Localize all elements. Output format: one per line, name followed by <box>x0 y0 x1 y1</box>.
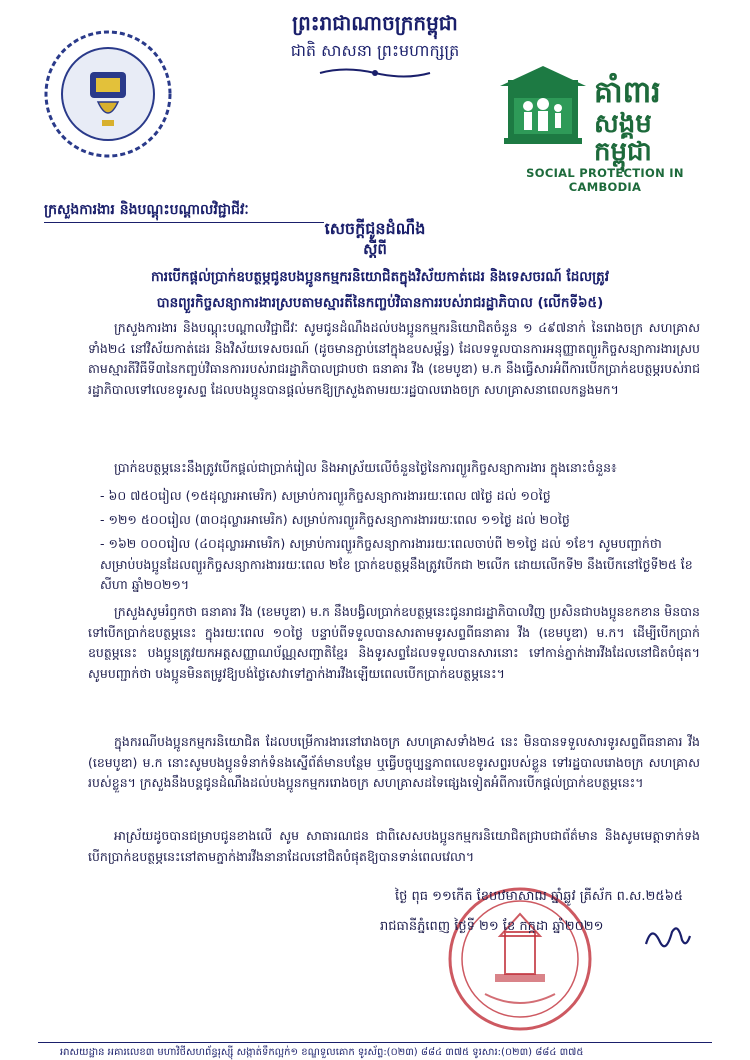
national-motto: ជាតិ សាសនា ព្រះមហាក្សត្រ <box>290 41 460 60</box>
paragraph-intro: ក្រសួងការងារ និងបណ្តុះបណ្តាលវិជ្ជាជីវៈ សូមជូនដំណឹងដល់បងប្អូនកម្មករនិយោជិតចំនួន ១ ៤៩៧នាក់ នៃរោងចក្រ សហគ្រាសទាំង២៤ នៅវិស័យកាត់ដេរ និងវិស័យទេសចរណ៍ (ដូចមានភ្ជាប់នៅក្នុងឧបសម្ព័ន្ធ) ដែលទទួលបានការអនុញ្ញាតព្យួរកិច្ចសន្យាការងារស្របតាមស្មារតីវិធីទី៣នៃកញ្ចប់វិធានការរបស់រាជរដ្ឋាភិបាលជ្រាបថា ធនាគារ វីង (ខេមបូឌា) ម.ក នឹងធ្វើសារអំពីការបើកប្រាក់ឧបត្ថម្ភរបស់រាជរដ្ឋាភិបាលទៅលេខទូរសព្ទ ដែលបងប្អូនបានផ្តល់មកឱ្យក្រសួងតាមរយៈរដ្ឋបាលរោងចក្រ សហគ្រាសនាពេលកន្លងមក។ <box>88 320 700 397</box>
svg-text:សង្គម: សង្គម <box>594 109 652 139</box>
svg-text:កម្ពុជា: កម្ពុជា <box>594 137 652 167</box>
sp-logo-text: គាំពារ <box>594 75 661 110</box>
amount-item: - ១២១ ៥០០រៀល (៣០ដុល្លារអាមេរិក) សម្រាប់ការព្យួរកិច្ចសន្យាការងាររយៈពេល ១១ថ្ងៃ ដល់ ២០ថ្ងៃ <box>100 512 570 527</box>
footer-divider <box>38 1042 712 1043</box>
paragraph-not-received: ក្នុងករណីបងប្អូនកម្មករនិយោជិត ដែលបម្រើការងារនៅរោងចក្រ សហគ្រាសទាំង២៤ នេះ មិនបានទទួលសារទូរសព្ទពីធនាគារ វីង (ខេមបូឌា) ម.ក នោះសូមបងប្អូនទំនាក់ទំនងស្នើព័ត៌មានបន្ថែម ឬធ្វើបច្ចុប្បន្នភាពលេខទូរសព្ទរបស់ខ្លួន ទៅរដ្ឋបាលរោងចក្រ សហគ្រាសរបស់ខ្លួន។ ក្រសួងនឹងបន្តជូនដំណឹងដល់បងប្អូនកម្មកររោងចក្រ សហគ្រាសដទៃផ្សេងទៀតអំពីការបើកផ្តល់ប្រាក់ឧបត្ថម្ភនេះ។ <box>88 734 700 790</box>
amount-item: - ១៦២ ០០០រៀល (៤០ដុល្លារអាមេរិក) សម្រាប់ការព្យួរកិច្ចសន្យាការងាររយៈពេលចាប់ពី ២១ថ្ងៃ ដល់ ១ខែ។ សូមបញ្ជាក់ថា សម្រាប់បងប្អូនដែលព្យួរកិច្ចសន្យាការងាររយៈពេល ២ខែ ប្រាក់ឧបត្ថម្ភនឹងត្រូវបើកជា ២លើក ដោយលើកទី២ នឹងបើកនៅថ្ងៃទី២៥ ខែសីហា ឆ្នាំ២០២១។ <box>100 536 693 592</box>
date-solar: រាជធានីភ្នំពេញ ថ្ងៃទី ២១ ខែ កក្កដា ឆ្នាំ២០២១ <box>380 919 604 934</box>
social-protection-caption: SOCIAL PROTECTION IN CAMBODIA <box>526 166 684 194</box>
subject-line: បានព្យួរកិច្ចសន្យាការងារស្របតាមស្មារតីនៃកញ្ចប់វិធានការរបស់រាជរដ្ឋាភិបាល (លើកទី៦៥) <box>156 295 604 311</box>
signature-icon <box>642 918 692 958</box>
ministry-name: ក្រសួងការងារ និងបណ្តុះបណ្តាលវិជ្ជាជីវៈ <box>44 202 249 218</box>
date-lunar: ថ្ងៃ ពុធ ១១កើត ខែបឋមាសាឍ ឆ្នាំឆ្លូវ ត្រីស័ក ព.ស.២៥៦៥ <box>395 889 683 904</box>
document-about: ស្តីពី <box>363 240 387 258</box>
footer-address: អាសយដ្ឋាន អគារលេខ៣ មហាវិថីសហព័ន្ធរុស្ស៊ី សង្កាត់ទឹកល្អក់១ ខណ្ឌទួលគោក ទូរស័ព្ទ:(០២៣) ៨៨៤ ៣៧៥ ទូរសារ:(០២៣) ៨៨៤ ៣៧៥ <box>60 1047 584 1058</box>
kingdom-heading: ព្រះរាជាណាចក្រកម្ពុជា <box>292 11 458 35</box>
ornament-divider-icon <box>315 66 435 80</box>
document-subject <box>70 264 690 316</box>
paragraph-conclusion: អាស្រ័យដូចបានជម្រាបជូនខាងលើ សូម សាធារណជន ជាពិសេសបងប្អូនកម្មករនិយោជិតជ្រាបជាព័ត៌មាន និងសូមមេត្តាទាក់ទងបើកប្រាក់ឧបត្ថម្ភនេះនៅតាមភ្នាក់ងារវីងនានាដែលនៅជិតបំផុតឱ្យបានទាន់ពេលវេលា។ <box>88 828 700 864</box>
paragraph-amounts-intro: ប្រាក់ឧបត្ថម្ភនេះនឹងត្រូវបើកផ្តល់ជាប្រាក់រៀល និងអាស្រ័យលើចំនួនថ្ងៃនៃការព្យួរកិច្ចសន្យាការងារ ក្នុងនោះចំនួន៖ <box>114 460 617 475</box>
paragraph-reminder: ក្រសួងសូមរំឭកថា ធនាគារ វីង (ខេមបូឌា) ម.ក នឹងបង្វិលប្រាក់ឧបត្ថម្ភនេះជូនរាជរដ្ឋាភិបាលវិញ ប្រសិនជាបងប្អូនខកខាន មិនបានទៅបើកប្រាក់ឧបត្ថម្ភនេះ ក្នុងរយៈពេល ១០ថ្ងៃ បន្ទាប់ពីទទួលបានសារតាមទូរសព្ទពីធនាគារ វីង (ខេមបូឌា) ម.ក។ ដើម្បីបើកប្រាក់ឧបត្ថម្ភនេះ បងប្អូនត្រូវយកអត្តសញ្ញាណប័ណ្ណសញ្ជាតិខ្មែរ និងទូរសព្ទដែលទទួលបានសារនោះ ទៅកាន់ភ្នាក់ងារវីងដែលនៅជិតបំផុត។ សូមបញ្ជាក់ថា បងប្អូនមិនតម្រូវឱ្យបង់ថ្លៃសេវាទៅភ្នាក់ងារវីងឡើយពេលបើកប្រាក់ឧបត្ថម្ភនេះ។ <box>88 604 700 681</box>
document-title: សេចក្តីជូនដំណឹង <box>324 219 426 238</box>
amount-item: - ៦០ ៧៥០រៀល (១៥ដុល្លារអាមេរិក) សម្រាប់ការព្យួរកិច្ចសន្យាការងាររយៈពេល ៧ថ្ងៃ ដល់ ១០ថ្ងៃ <box>100 488 551 503</box>
subject-line: ការបើកផ្តល់ប្រាក់ឧបត្ថម្ភជូនបងប្អូនកម្មករនិយោជិតក្នុងវិស័យកាត់ដេរ និងទេសចរណ៍ ដែលត្រូវ <box>150 269 610 285</box>
